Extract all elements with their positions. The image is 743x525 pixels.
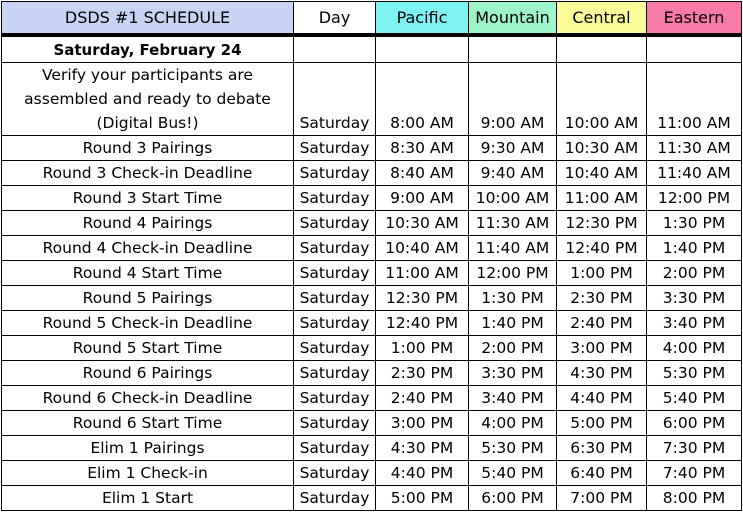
eastern-time-cell[interactable]: 7:30 PM bbox=[647, 436, 742, 461]
event-cell[interactable]: Round 5 Pairings bbox=[2, 286, 294, 311]
day-cell[interactable]: Saturday bbox=[294, 311, 376, 336]
pacific-time-cell[interactable]: 8:40 AM bbox=[376, 161, 469, 186]
event-cell[interactable]: Round 6 Check-in Deadline bbox=[2, 386, 294, 411]
schedule-row bbox=[2, 286, 742, 311]
schedule-row bbox=[2, 336, 742, 361]
pacific-time-cell[interactable]: 10:30 AM bbox=[376, 211, 469, 236]
mountain-time-cell[interactable]: 11:40 AM bbox=[469, 236, 557, 261]
central-time-cell[interactable]: 1:00 PM bbox=[557, 261, 647, 286]
schedule-row bbox=[2, 461, 742, 486]
day-cell[interactable]: Saturday bbox=[294, 336, 376, 361]
central-time-cell[interactable]: 3:00 PM bbox=[557, 336, 647, 361]
mountain-time-cell[interactable]: 11:30 AM bbox=[469, 211, 557, 236]
header-mountain[interactable]: Mountain bbox=[469, 2, 557, 36]
mountain-time-cell[interactable]: 5:40 PM bbox=[469, 461, 557, 486]
day-cell[interactable]: Saturday bbox=[294, 186, 376, 211]
event-cell[interactable]: Round 6 Start Time bbox=[2, 411, 294, 436]
eastern-time-cell[interactable]: 12:00 PM bbox=[647, 186, 742, 211]
mountain-time-cell[interactable]: 3:30 PM bbox=[469, 361, 557, 386]
eastern-time-cell[interactable]: 11:40 AM bbox=[647, 161, 742, 186]
mountain-time-cell[interactable]: 9:30 AM bbox=[469, 136, 557, 161]
empty-cell[interactable] bbox=[376, 35, 469, 63]
schedule-row bbox=[2, 261, 742, 286]
mountain-time-cell[interactable]: 12:00 PM bbox=[469, 261, 557, 286]
schedule-row bbox=[2, 136, 742, 161]
mountain-time-cell[interactable]: 2:00 PM bbox=[469, 336, 557, 361]
central-time-cell[interactable]: 5:00 PM bbox=[557, 411, 647, 436]
day-cell[interactable]: Saturday bbox=[294, 286, 376, 311]
event-cell[interactable]: Round 3 Start Time bbox=[2, 186, 294, 211]
pacific-time-cell[interactable]: 2:40 PM bbox=[376, 386, 469, 411]
central-time-cell[interactable]: 7:00 PM bbox=[557, 486, 647, 511]
header-day[interactable]: Day bbox=[294, 2, 376, 36]
header-row bbox=[2, 2, 742, 36]
schedule-row bbox=[2, 63, 742, 136]
empty-cell[interactable] bbox=[557, 35, 647, 63]
eastern-time-cell[interactable]: 1:40 PM bbox=[647, 236, 742, 261]
pacific-time-cell[interactable]: 4:30 PM bbox=[376, 436, 469, 461]
day-cell[interactable]: Saturday bbox=[294, 411, 376, 436]
day-cell[interactable]: Saturday bbox=[294, 211, 376, 236]
central-time-cell[interactable]: 2:40 PM bbox=[557, 311, 647, 336]
day-cell[interactable]: Saturday bbox=[294, 236, 376, 261]
empty-cell[interactable] bbox=[469, 35, 557, 63]
eastern-time-cell[interactable]: 7:40 PM bbox=[647, 461, 742, 486]
event-cell[interactable]: Elim 1 Check-in bbox=[2, 461, 294, 486]
central-time-cell[interactable]: 4:40 PM bbox=[557, 386, 647, 411]
pacific-time-cell[interactable]: 5:00 PM bbox=[376, 486, 469, 511]
pacific-time-cell[interactable]: 12:30 PM bbox=[376, 286, 469, 311]
eastern-time-cell[interactable]: 5:40 PM bbox=[647, 386, 742, 411]
eastern-time-cell[interactable]: 2:00 PM bbox=[647, 261, 742, 286]
schedule-row bbox=[2, 386, 742, 411]
central-time-cell[interactable]: 6:40 PM bbox=[557, 461, 647, 486]
pacific-time-cell[interactable]: 11:00 AM bbox=[376, 261, 469, 286]
pacific-time-cell[interactable]: 12:40 PM bbox=[376, 311, 469, 336]
mountain-time-cell[interactable]: 4:00 PM bbox=[469, 411, 557, 436]
day-cell[interactable]: Saturday bbox=[294, 261, 376, 286]
schedule-row bbox=[2, 236, 742, 261]
event-cell[interactable]: Verify your participants are assembled and ready to debate (Digital Bus!) bbox=[2, 63, 294, 136]
mountain-time-cell[interactable]: 5:30 PM bbox=[469, 436, 557, 461]
event-cell[interactable]: Round 3 Check-in Deadline bbox=[2, 161, 294, 186]
event-cell[interactable]: Elim 1 Pairings bbox=[2, 436, 294, 461]
central-time-cell[interactable]: 11:00 AM bbox=[557, 186, 647, 211]
pacific-time-cell[interactable]: 3:00 PM bbox=[376, 411, 469, 436]
event-cell[interactable]: Round 4 Pairings bbox=[2, 211, 294, 236]
eastern-time-cell[interactable]: 11:00 AM bbox=[647, 63, 742, 136]
central-time-cell[interactable]: 12:40 PM bbox=[557, 236, 647, 261]
eastern-time-cell[interactable]: 5:30 PM bbox=[647, 361, 742, 386]
pacific-time-cell[interactable]: 4:40 PM bbox=[376, 461, 469, 486]
schedule-row bbox=[2, 411, 742, 436]
mountain-time-cell[interactable]: 9:40 AM bbox=[469, 161, 557, 186]
day-cell[interactable]: Saturday bbox=[294, 63, 376, 136]
date-cell[interactable]: Saturday, February 24 bbox=[2, 35, 294, 63]
event-cell[interactable]: Round 4 Start Time bbox=[2, 261, 294, 286]
central-time-cell[interactable]: 10:40 AM bbox=[557, 161, 647, 186]
eastern-time-cell[interactable]: 4:00 PM bbox=[647, 336, 742, 361]
mountain-time-cell[interactable]: 10:00 AM bbox=[469, 186, 557, 211]
header-eastern[interactable]: Eastern bbox=[647, 2, 742, 36]
event-cell[interactable]: Round 3 Pairings bbox=[2, 136, 294, 161]
central-time-cell[interactable]: 10:00 AM bbox=[557, 63, 647, 136]
schedule-title[interactable]: DSDS #1 SCHEDULE bbox=[2, 2, 294, 36]
eastern-time-cell[interactable]: 3:40 PM bbox=[647, 311, 742, 336]
schedule-row bbox=[2, 186, 742, 211]
mountain-time-cell[interactable]: 3:40 PM bbox=[469, 386, 557, 411]
eastern-time-cell[interactable]: 8:00 PM bbox=[647, 486, 742, 511]
central-time-cell[interactable]: 6:30 PM bbox=[557, 436, 647, 461]
schedule-row bbox=[2, 161, 742, 186]
day-cell[interactable]: Saturday bbox=[294, 161, 376, 186]
empty-cell[interactable] bbox=[294, 35, 376, 63]
central-time-cell[interactable]: 4:30 PM bbox=[557, 361, 647, 386]
mountain-time-cell[interactable]: 1:40 PM bbox=[469, 311, 557, 336]
day-cell[interactable]: Saturday bbox=[294, 486, 376, 511]
empty-cell[interactable] bbox=[647, 35, 742, 63]
mountain-time-cell[interactable]: 6:00 PM bbox=[469, 486, 557, 511]
schedule-row bbox=[2, 311, 742, 336]
header-pacific[interactable]: Pacific bbox=[376, 2, 469, 36]
schedule-row bbox=[2, 486, 742, 511]
day-cell[interactable]: Saturday bbox=[294, 461, 376, 486]
event-cell[interactable]: Round 5 Start Time bbox=[2, 336, 294, 361]
pacific-time-cell[interactable]: 10:40 AM bbox=[376, 236, 469, 261]
schedule-table bbox=[1, 1, 742, 511]
eastern-time-cell[interactable]: 6:00 PM bbox=[647, 411, 742, 436]
event-cell[interactable]: Round 4 Check-in Deadline bbox=[2, 236, 294, 261]
schedule-row bbox=[2, 361, 742, 386]
event-cell[interactable]: Round 6 Pairings bbox=[2, 361, 294, 386]
date-row bbox=[2, 35, 742, 63]
central-time-cell[interactable]: 12:30 PM bbox=[557, 211, 647, 236]
header-central[interactable]: Central bbox=[557, 2, 647, 36]
pacific-time-cell[interactable]: 8:00 AM bbox=[376, 63, 469, 136]
central-time-cell[interactable]: 10:30 AM bbox=[557, 136, 647, 161]
schedule-row bbox=[2, 211, 742, 236]
schedule-row bbox=[2, 436, 742, 461]
day-cell[interactable]: Saturday bbox=[294, 436, 376, 461]
event-cell[interactable]: Elim 1 Start bbox=[2, 486, 294, 511]
day-cell[interactable]: Saturday bbox=[294, 386, 376, 411]
schedule-sheet bbox=[1, 1, 741, 511]
day-cell[interactable]: Saturday bbox=[294, 136, 376, 161]
pacific-time-cell[interactable]: 1:00 PM bbox=[376, 336, 469, 361]
event-cell[interactable]: Round 5 Check-in Deadline bbox=[2, 311, 294, 336]
pacific-time-cell[interactable]: 9:00 AM bbox=[376, 186, 469, 211]
central-time-cell[interactable]: 2:30 PM bbox=[557, 286, 647, 311]
pacific-time-cell[interactable]: 8:30 AM bbox=[376, 136, 469, 161]
pacific-time-cell[interactable]: 2:30 PM bbox=[376, 361, 469, 386]
eastern-time-cell[interactable]: 11:30 AM bbox=[647, 136, 742, 161]
mountain-time-cell[interactable]: 1:30 PM bbox=[469, 286, 557, 311]
eastern-time-cell[interactable]: 1:30 PM bbox=[647, 211, 742, 236]
day-cell[interactable]: Saturday bbox=[294, 361, 376, 386]
eastern-time-cell[interactable]: 3:30 PM bbox=[647, 286, 742, 311]
mountain-time-cell[interactable]: 9:00 AM bbox=[469, 63, 557, 136]
